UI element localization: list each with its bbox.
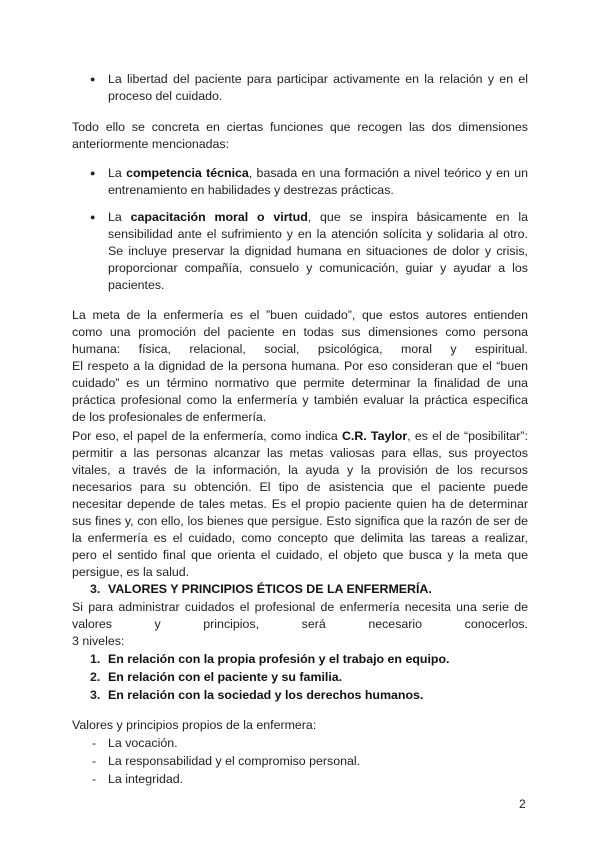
text-line	[72, 496, 528, 513]
text: como una promoción del paciente en todas sus dimensiones como persona	[72, 325, 528, 339]
text-line	[108, 71, 528, 88]
text: cuidado” es un término normativo que permite determinar la finalidad de una	[72, 376, 528, 390]
text: sensibilidad ante el sufrimiento y en la atención solícita y solidaria al otro.	[108, 227, 528, 241]
text-line	[72, 530, 528, 547]
text-line	[108, 182, 528, 199]
page-number: 2	[519, 797, 526, 811]
text: práctica profesional como la enfermería y también evaluar la práctica especifica	[72, 393, 528, 407]
text-line	[72, 136, 528, 153]
list-marker: -	[92, 754, 97, 768]
text: El respeto a la dignidad de la persona humana. Por eso consideran que el “buen	[72, 359, 528, 373]
text-line	[72, 717, 528, 734]
list-marker: ●	[90, 212, 96, 222]
text: La meta de la enfermería es el ”buen cuidado”, que estos autores entienden	[72, 308, 528, 322]
text-line	[72, 375, 528, 392]
text-line	[72, 324, 528, 341]
text-line	[108, 260, 528, 277]
text: proporcionar compañía, consuelo y comunicación, guiar y ayudar a los	[108, 261, 528, 275]
list-item	[90, 71, 528, 105]
text: pacientes.	[108, 278, 165, 292]
paragraph	[72, 119, 528, 153]
text-line	[72, 409, 528, 426]
text: La integridad.	[108, 772, 184, 786]
text-line	[108, 243, 528, 260]
text-line	[108, 581, 528, 598]
list-item	[90, 651, 528, 668]
text-line	[72, 307, 528, 324]
list-marker: ●	[90, 168, 96, 178]
text-line	[108, 226, 528, 243]
list-marker: 1.	[90, 652, 101, 666]
text: humana: física, relacional, social, psicológica, moral y espiritual.	[72, 342, 528, 356]
text: la enfermería es el cuidado, como concepto que delimita las tareas a realizar,	[72, 531, 528, 545]
text: Se incluye preservar la dignidad humana en situaciones de dolor y crisis,	[108, 244, 528, 258]
list-marker: ●	[90, 74, 96, 84]
bold-text: VALORES Y PRINCIPIOS ÉTICOS DE LA ENFERMERÍA.	[108, 582, 432, 596]
bold-text: C.R. Taylor	[341, 429, 408, 443]
text-line	[108, 753, 528, 770]
list-marker: -	[92, 736, 97, 750]
list-item	[90, 209, 528, 294]
list-item	[90, 669, 528, 686]
text-line	[72, 513, 528, 530]
text-line	[108, 735, 528, 752]
list-marker: 3.	[90, 582, 101, 596]
list-item	[90, 165, 528, 199]
section-heading	[90, 581, 528, 598]
text: proceso del cuidado.	[108, 89, 223, 103]
text-line	[72, 479, 528, 496]
text: Por eso, el papel de la enfermería, como indica	[72, 429, 342, 443]
text: La	[108, 210, 131, 224]
list-item	[90, 687, 528, 704]
text-line	[108, 669, 528, 686]
list-marker: -	[92, 772, 97, 786]
text-line	[72, 633, 528, 650]
bold-text: En relación con el paciente y su familia.	[108, 670, 343, 684]
text-line	[72, 445, 528, 462]
text: , que se inspira básicamente en la	[307, 210, 528, 224]
text: persigue, es la salud.	[72, 565, 190, 579]
text: anteriormente mencionadas:	[72, 137, 230, 151]
text-line	[72, 547, 528, 564]
bold-text: capacitación moral o virtud	[130, 210, 308, 224]
text: necesitar depende de tales metas. Es el propio paciente quien ha de determinar	[72, 497, 528, 511]
paragraph	[72, 717, 528, 734]
text-line	[72, 616, 528, 633]
text: sus fines y, con ello, los bienes que persigue. Esto significa que la razón de ser de	[72, 514, 528, 528]
text-line	[108, 209, 528, 226]
text: de los profesionales de enfermería.	[72, 410, 267, 424]
list-marker: 2.	[90, 670, 101, 684]
text-line	[108, 165, 528, 182]
list-item	[92, 735, 528, 752]
bold-text: En relación con la propia profesión y el trabajo en equipo.	[108, 652, 450, 666]
text-line	[72, 392, 528, 409]
text-line	[72, 428, 528, 445]
text-line	[108, 651, 528, 668]
text: La libertad del paciente para participar activamente en la relación y en el	[108, 72, 528, 86]
text: necesarios para su obtención. El tipo de asistencia que el paciente puede	[72, 480, 528, 494]
text: entrenamiento en habilidades y destrezas prácticas.	[108, 183, 394, 197]
text-line	[72, 599, 528, 616]
text: La	[108, 166, 127, 180]
text-line	[72, 341, 528, 358]
list-item	[92, 771, 528, 788]
text-line	[72, 462, 528, 479]
text: Valores y principios propios de la enfermera:	[72, 718, 317, 732]
text: Si para administrar cuidados el profesional de enfermería necesita una serie de	[72, 600, 528, 614]
bold-text: En relación con la sociedad y los derechos humanos.	[108, 688, 424, 702]
text-line	[108, 88, 528, 105]
list-marker: 3.	[90, 688, 101, 702]
text-line	[108, 687, 528, 704]
text: pero el sentido final que orienta el cuidado, el objeto que busca y la meta que	[72, 548, 528, 562]
text-line	[72, 358, 528, 375]
text: permitir a las personas alcanzar las metas valiosas para ellas, sus proyectos	[72, 446, 528, 460]
text: vitales, a través de la información, la ayuda y la provisión de los recursos	[72, 463, 528, 477]
text: La responsabilidad y el compromiso personal.	[108, 754, 361, 768]
list-item	[92, 753, 528, 770]
text: 3 niveles:	[72, 634, 125, 648]
text-line	[72, 564, 528, 581]
text: La vocación.	[108, 736, 178, 750]
bold-text: competencia técnica	[126, 166, 249, 180]
text: , basada en una formación a nivel teórico y en un	[248, 166, 528, 180]
text-line	[108, 771, 528, 788]
text: Todo ello se concreta en ciertas funciones que recogen las dos dimensiones	[72, 120, 528, 134]
text-line	[72, 119, 528, 136]
paragraph	[72, 428, 528, 581]
text-line	[108, 277, 528, 294]
text: , es el de “posibilitar”:	[407, 429, 528, 443]
paragraph	[72, 307, 528, 426]
paragraph	[72, 599, 528, 650]
text: valores y principios, será necesario conocerlos.	[72, 617, 528, 631]
